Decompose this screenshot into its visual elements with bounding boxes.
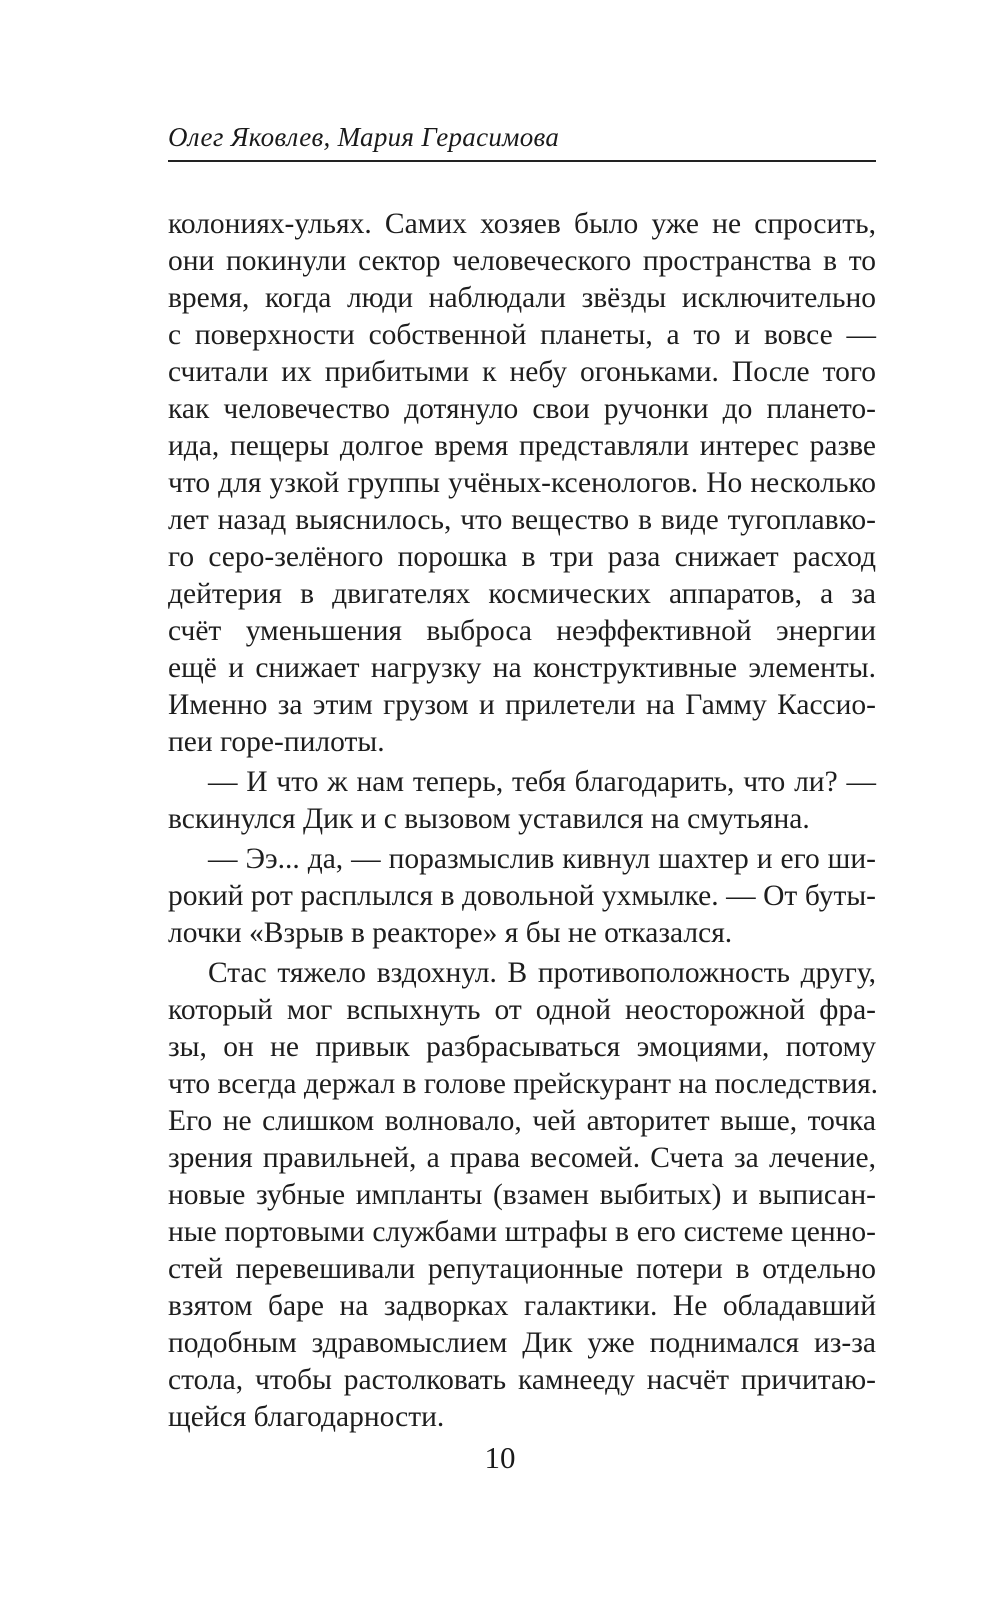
text-line: стей перевешивали репутационные потери в отдельно bbox=[168, 1253, 876, 1285]
text-line: лет назад выяснилось, что вещество в виде тугоплавко- bbox=[168, 504, 876, 536]
text-line: время, когда люди наблюдали звёзды исключительно bbox=[168, 282, 876, 314]
text-line: ещё и снижает нагрузку на конструктивные элементы. bbox=[168, 652, 876, 684]
paragraph-1 bbox=[168, 206, 876, 761]
paragraph-4 bbox=[168, 955, 879, 1436]
text-line: дейтерия в двигателях космических аппаратов, а за bbox=[168, 578, 876, 610]
text-line: что всегда держал в голове прейскурант на последствия. bbox=[168, 1068, 879, 1100]
text-line: ида, пещеры долгое время представляли интерес разве bbox=[168, 430, 876, 462]
paragraph-3 bbox=[168, 841, 876, 952]
text-line: Его не слишком волновало, чей авторитет выше, точка bbox=[168, 1105, 876, 1137]
text-line: счёт уменьшения выброса неэффективной энергии bbox=[168, 615, 876, 647]
text-line: подобным здравомыслием Дик уже поднимался из-за bbox=[168, 1327, 876, 1359]
text-line: зы, он не привык разбрасываться эмоциями, потому bbox=[168, 1031, 876, 1063]
header-divider bbox=[168, 160, 876, 162]
text-line: с поверхности собственной планеты, а то и вовсе — bbox=[168, 319, 876, 351]
text-line: Стас тяжело вздохнул. В противоположность другу, bbox=[208, 957, 876, 989]
text-line: — И что ж нам теперь, тебя благодарить, что ли? — bbox=[208, 766, 876, 798]
text-line: новые зубные импланты (взамен выбитых) и выписан- bbox=[168, 1179, 876, 1211]
text-line: как человечество дотянуло свои ручонки до плането- bbox=[168, 393, 876, 425]
text-line: вскинулся Дик и с вызовом уставился на смутьяна. bbox=[168, 803, 810, 835]
text-line: который мог вспыхнуть от одной неосторожной фра- bbox=[168, 994, 876, 1026]
text-line: стола, чтобы растолковать камнееду насчёт причитаю- bbox=[168, 1364, 876, 1396]
text-line: лочки «Взрыв в реакторе» я бы не отказался. bbox=[168, 917, 733, 949]
text-line: го серо-зелёного порошка в три раза снижает расход bbox=[168, 541, 876, 573]
text-line: колониях-ульях. Самих хозяев было уже не спросить, bbox=[168, 208, 876, 240]
text-line: зрения правильней, а права весомей. Счета за лечение, bbox=[168, 1142, 876, 1174]
text-line: взятом баре на задворках галактики. Не обладавший bbox=[168, 1290, 876, 1322]
paragraph-2 bbox=[168, 764, 876, 838]
running-header-authors: Олег Яковлев, Мария Герасимова bbox=[168, 122, 560, 152]
body-text bbox=[168, 206, 879, 1436]
text-line: щейся благодарности. bbox=[168, 1401, 445, 1433]
text-line: ные портовыми службами штрафы в его системе ценно- bbox=[168, 1216, 876, 1248]
text-line: считали их прибитыми к небу огоньками. После того bbox=[168, 356, 876, 388]
text-line: рокий рот расплылся в довольной ухмылке. — От буты- bbox=[168, 880, 876, 912]
text-line: что для узкой группы учёных-ксенологов. Но несколько bbox=[168, 467, 876, 499]
text-line: Именно за этим грузом и прилетели на Гамму Кассио- bbox=[168, 689, 876, 721]
text-line: — Ээ... да, — поразмыслив кивнул шахтер и его ши- bbox=[208, 843, 876, 875]
text-line: они покинули сектор человеческого пространства в то bbox=[168, 245, 876, 277]
text-line: пеи горе-пилоты. bbox=[168, 726, 385, 758]
page-number: 10 bbox=[484, 1440, 516, 1475]
